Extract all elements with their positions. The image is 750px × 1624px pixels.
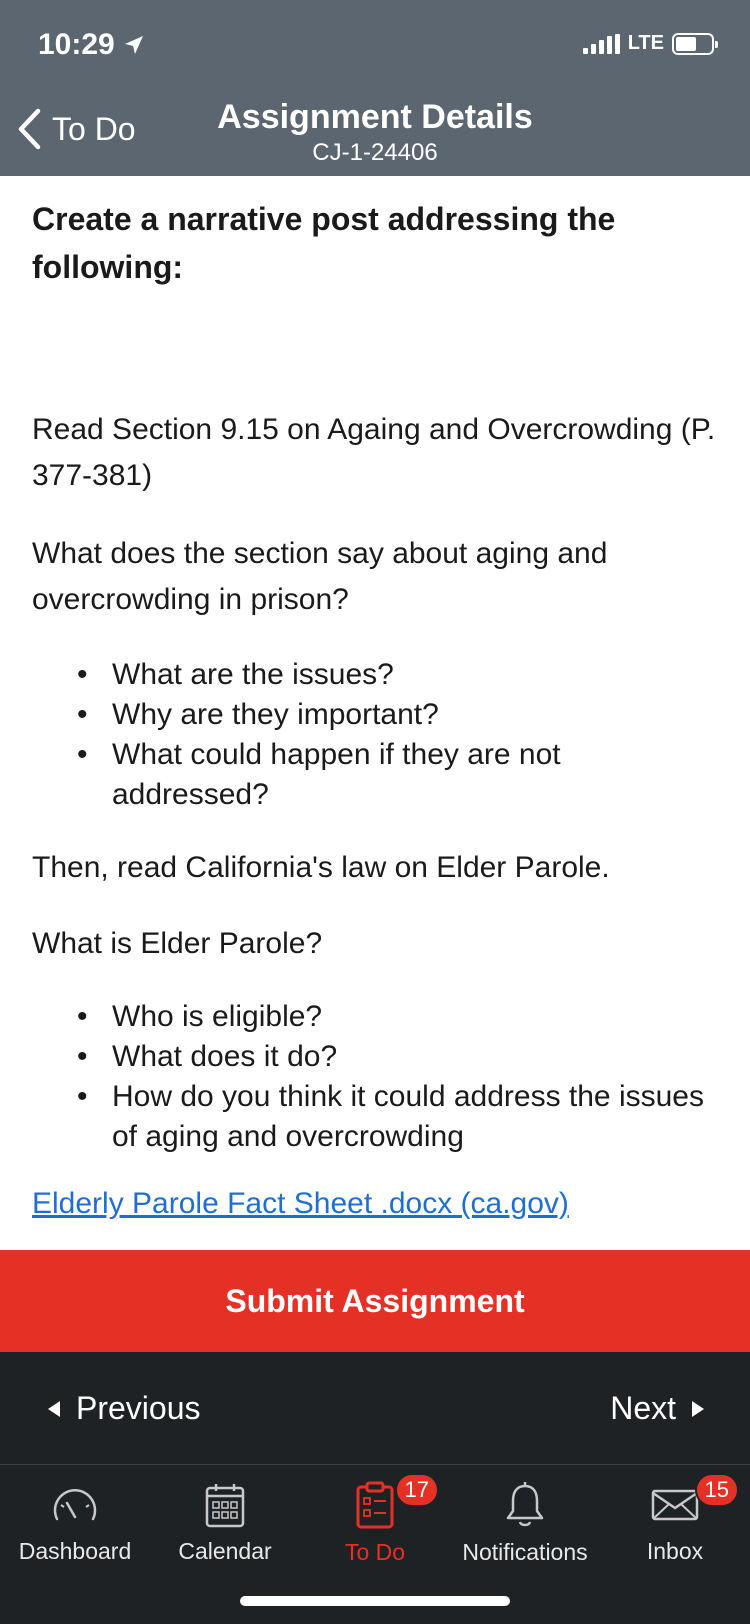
list-item: • What does it do? (112, 1037, 722, 1077)
header (0, 0, 750, 176)
title-block (0, 98, 750, 167)
inbox-count-badge: 15 (695, 1473, 739, 1507)
home-indicator[interactable] (240, 1596, 510, 1606)
submit-assignment-button[interactable]: Submit Assignment (0, 1250, 750, 1352)
list-item: • What could happen if they are not addressed? (112, 735, 722, 815)
tab-label: Inbox (646, 1538, 704, 1564)
back-label: To Do (52, 110, 136, 147)
list-item: • What are the issues? (112, 655, 722, 695)
tab-dashboard[interactable] (0, 1465, 150, 1565)
clipboard-icon (355, 1481, 395, 1529)
triangle-left-icon (48, 1401, 60, 1417)
signal-icon (583, 34, 620, 54)
triangle-right-icon (692, 1401, 704, 1417)
previous-button[interactable] (48, 1390, 201, 1427)
list-item: • Who is eligible? (112, 997, 722, 1037)
envelope-icon (651, 1488, 699, 1522)
location-arrow-icon (123, 34, 145, 56)
todo-count-badge: 17 (395, 1473, 439, 1507)
network-label: LTE (627, 32, 664, 54)
tab-label: To Do (344, 1539, 406, 1565)
tab-label: Dashboard (18, 1538, 132, 1564)
tab-todo[interactable] (300, 1465, 450, 1565)
tab-label: Calendar (178, 1538, 272, 1564)
pager-bar (0, 1352, 750, 1464)
tab-inbox[interactable] (600, 1465, 750, 1565)
read-section-text: Read Section 9.15 on Againg and Overcrowding (P. 377-381) (32, 413, 716, 492)
tab-calendar[interactable] (150, 1465, 300, 1565)
next-label: Next (610, 1390, 676, 1426)
status-time (38, 28, 145, 62)
tab-label: Notifications (462, 1539, 588, 1565)
fact-sheet-link[interactable]: Elderly Parole Fact Sheet .docx (ca.gov) (32, 1187, 569, 1220)
gauge-icon (51, 1487, 99, 1523)
bell-icon (503, 1481, 547, 1529)
previous-label: Previous (76, 1390, 201, 1426)
question-elder-parole: What is Elder Parole? (32, 927, 323, 960)
course-code: CJ-1-24406 (312, 139, 438, 166)
then-read-text: Then, read California's law on Elder Parole. (32, 851, 610, 884)
tab-notifications[interactable] (450, 1465, 600, 1565)
question-aging: What does the section say about aging and overcrowding in prison? (32, 537, 608, 616)
status-indicators (583, 32, 714, 55)
list-item: • How do you think it could address the issues of aging and overcrowding (112, 1077, 722, 1157)
battery-icon (672, 33, 714, 55)
page-title: Assignment Details (217, 98, 533, 136)
assignment-heading: Create a narrative post addressing the following: (32, 201, 616, 285)
clock-time: 10:29 (38, 28, 115, 61)
list-item: • Why are they important? (112, 695, 722, 735)
calendar-icon (205, 1482, 245, 1528)
bullet-list-2 (112, 997, 722, 1157)
assignment-description (32, 195, 722, 1221)
bullet-list-1 (112, 655, 722, 815)
next-button[interactable] (610, 1390, 704, 1427)
